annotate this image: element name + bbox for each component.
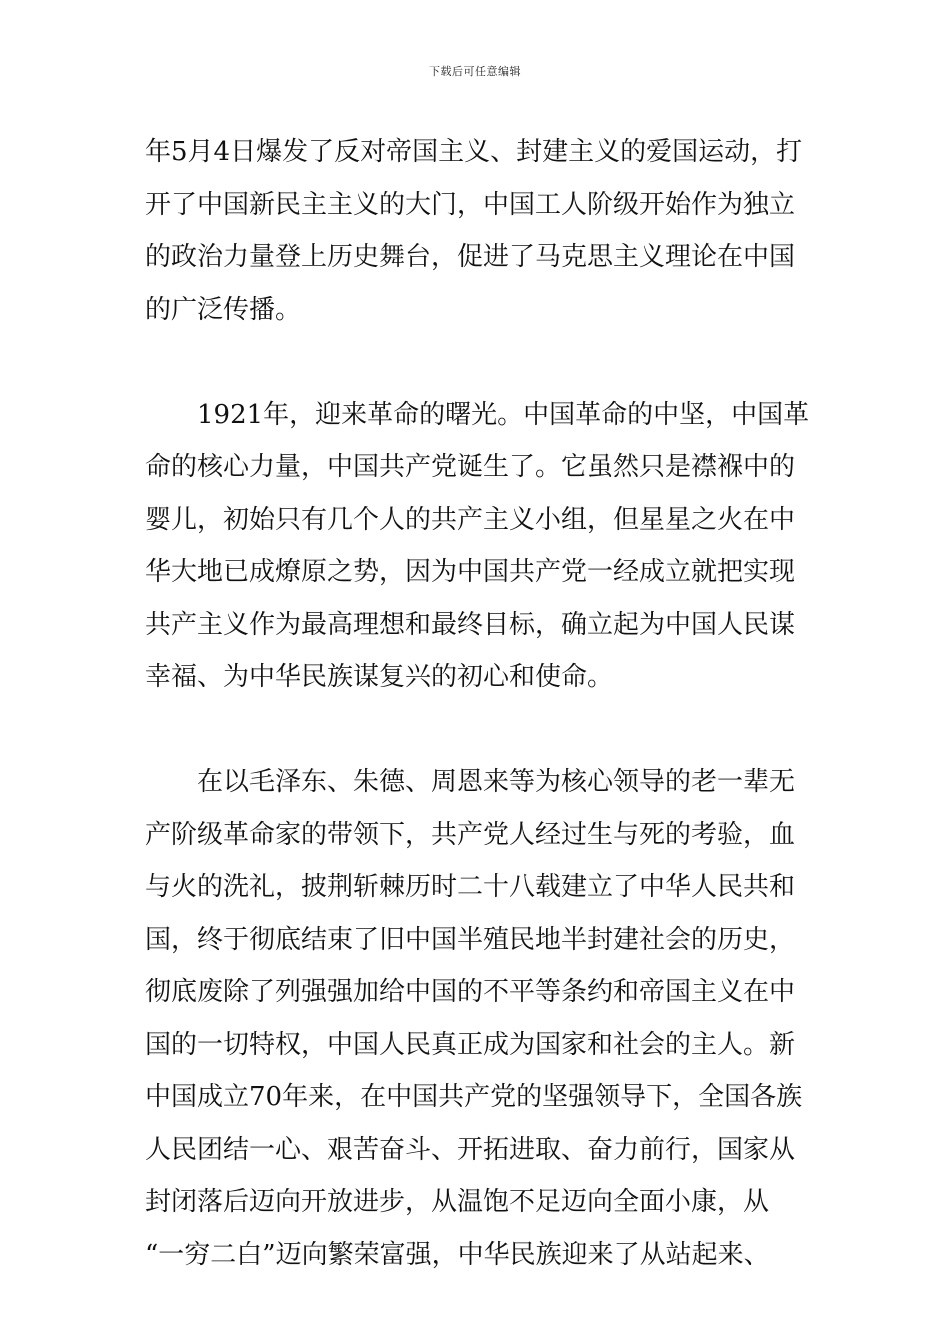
text-line: 的政治力量登上历史舞台，促进了马克思主义理论在中国 — [145, 242, 796, 272]
text-line: 幸福、为中华民族谋复兴的初心和使命。 — [145, 662, 614, 692]
text-line: 与火的洗礼，披荆斩棘历时二十八载建立了中华人民共和 — [145, 872, 796, 902]
text-line: 华大地已成燎原之势，因为中国共产党一经成立就把实现 — [145, 557, 796, 587]
text-line: 年5月4日爆发了反对帝国主义、封建主义的爱国运动，打 — [145, 137, 803, 167]
paragraph-3 — [145, 762, 810, 1287]
text-line: 中国成立70年来，在中国共产党的坚强领导下，全国各族 — [145, 1082, 803, 1112]
text-line: 命的核心力量，中国共产党诞生了。它虽然只是襟褓中的 — [145, 452, 796, 482]
paragraph-spacer — [145, 342, 810, 395]
paragraph-1 — [145, 132, 810, 342]
text-line: 封闭落后迈向开放进步，从温饱不足迈向全面小康，从 — [145, 1187, 770, 1217]
text-line: 国，终于彻底结束了旧中国半殖民地半封建社会的历史， — [145, 924, 796, 955]
text-line: 的广泛传播。 — [145, 294, 302, 325]
text-line: 在以毛泽东、朱德、周恩来等为核心领导的老一辈无 — [197, 767, 796, 797]
text-line: 人民团结一心、艰苦奋斗、开拓进取、奋力前行，国家从 — [145, 1134, 796, 1165]
paragraph-2 — [145, 395, 810, 710]
text-line: 国的一切特权，中国人民真正成为国家和社会的主人。新 — [145, 1029, 796, 1060]
page-header: 下载后可任意编辑 — [429, 65, 521, 78]
text-line: “一穷二白”迈向繁荣富强，中华民族迎来了从站起来、 — [145, 1239, 770, 1270]
text-line: 产阶级革命家的带领下，共产党人经过生与死的考验，血 — [145, 819, 796, 850]
text-line: 婴儿，初始只有几个人的共产主义小组，但星星之火在中 — [145, 504, 796, 535]
text-line: 开了中国新民主主义的大门，中国工人阶级开始作为独立 — [145, 189, 796, 220]
text-line: 1921年，迎来革命的曙光。中国革命的中坚，中国革 — [197, 399, 810, 430]
document-body — [145, 132, 810, 1287]
text-line: 彻底废除了列强强加给中国的不平等条约和帝国主义在中 — [145, 977, 796, 1007]
text-line: 共产主义作为最高理想和最终目标，确立起为中国人民谋 — [145, 609, 796, 640]
paragraph-spacer — [145, 710, 810, 763]
